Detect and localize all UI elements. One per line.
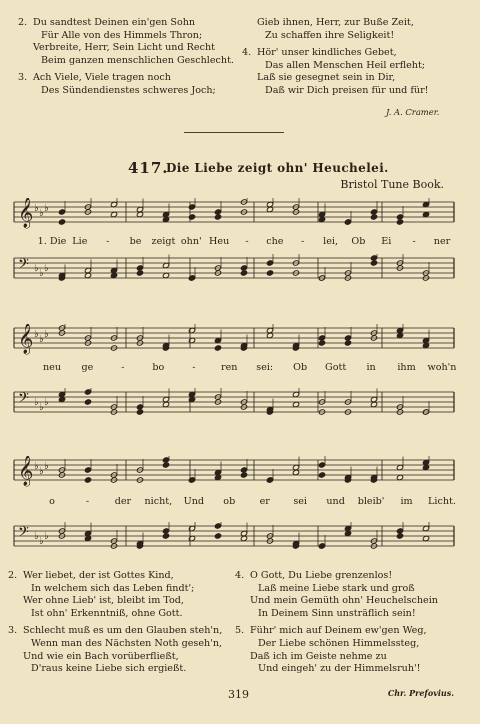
hymn-number: 417. xyxy=(128,159,169,177)
top-left-verses xyxy=(18,17,233,103)
svg-text:𝄞: 𝄞 xyxy=(18,324,34,354)
lyrics-line-2 xyxy=(12,362,456,376)
top-author: J. A. Cramer. xyxy=(386,107,440,117)
stanza-number: 2. xyxy=(18,17,28,28)
lyric-syllable: ner xyxy=(433,236,451,247)
lyric-syllable: ihm xyxy=(397,362,416,373)
lyric-syllable: Gott xyxy=(325,362,347,373)
top-right-verses xyxy=(242,17,467,103)
lyric-syllable: - xyxy=(301,236,305,247)
verse-line: Beim ganzen menschlichen Geschlecht. xyxy=(41,54,234,66)
stanza xyxy=(242,47,467,97)
svg-text:𝄢: 𝄢 xyxy=(18,524,29,544)
svg-text:♭: ♭ xyxy=(39,402,44,413)
stanza xyxy=(235,570,470,620)
lyric-syllable: ren xyxy=(221,362,238,373)
lyric-syllable: und xyxy=(326,496,345,507)
svg-text:♭: ♭ xyxy=(44,531,49,542)
lyric-syllable: - xyxy=(106,236,110,247)
tune-source: Bristol Tune Book. xyxy=(340,178,444,191)
verse-line: Schlecht muß es um den Glauben steh'n, xyxy=(23,625,223,637)
verse-line: Wer ohne Lieb' ist, bleibt im Tod, xyxy=(23,595,184,607)
lyric-syllable: er xyxy=(259,496,270,507)
lyric-syllable: - xyxy=(192,362,196,373)
treble-staff xyxy=(12,198,456,230)
lyric-syllable: woh'n xyxy=(427,362,457,373)
treble-staff xyxy=(12,324,456,356)
lyric-syllable: Und xyxy=(183,496,205,507)
svg-text:♭: ♭ xyxy=(39,268,44,279)
music-system-3 xyxy=(12,452,456,564)
stanza-number: 4. xyxy=(242,47,252,59)
verse-line: Wenn man des Nächsten Noth geseh'n, xyxy=(31,637,223,649)
verse-line: Und eingeh' zu der Himmelsruh'! xyxy=(258,663,421,675)
verse-line: Hör' unser kindliches Gebet, xyxy=(257,47,397,59)
svg-text:𝄢: 𝄢 xyxy=(18,390,29,410)
bottom-right-verses xyxy=(235,570,470,681)
svg-text:♭: ♭ xyxy=(39,466,44,477)
stanza xyxy=(18,72,233,97)
stanza-number: 3. xyxy=(18,72,28,84)
verse-line: Daß wir Dich preisen für und für! xyxy=(265,84,429,96)
lyric-syllable: nicht, xyxy=(144,496,173,507)
svg-text:♭: ♭ xyxy=(44,461,49,472)
lyric-syllable: ob xyxy=(223,496,236,507)
lyric-syllable: che xyxy=(266,236,284,247)
verse-line: Der Liebe schönen Himmelssteg, xyxy=(258,637,420,649)
verse-line: Und mein Gemüth ohn' Heuchelschein xyxy=(250,595,438,607)
lyric-syllable: Ob xyxy=(293,362,308,373)
verse-line: In welchem sich das Leben findt'; xyxy=(31,582,195,594)
verse-line: O Gott, Du Liebe grenzenlos! xyxy=(250,570,393,581)
svg-text:♭: ♭ xyxy=(44,263,49,274)
svg-text:𝄞: 𝄞 xyxy=(18,198,34,228)
lyric-syllable: 1. Die xyxy=(37,236,67,247)
treble-staff xyxy=(12,456,456,488)
lyric-syllable: - xyxy=(412,236,416,247)
svg-text:♭: ♭ xyxy=(34,397,39,408)
lyrics-line-1 xyxy=(12,236,456,250)
verse-line: Das allen Menschen Heil erfleht; xyxy=(265,59,426,71)
stanza-number: 3. xyxy=(8,625,18,637)
verse-line: Laß sie gesegnet sein in Dir, xyxy=(257,72,396,84)
svg-text:♭: ♭ xyxy=(39,536,44,547)
lyric-syllable: neu xyxy=(42,362,62,373)
bass-staff xyxy=(12,522,456,554)
verse-line: Führ' mich auf Deinem ew'gen Weg, xyxy=(250,625,427,637)
lyric-syllable: Heu xyxy=(209,236,230,247)
verse-line: In Deinem Sinn unsträflich sein! xyxy=(258,607,416,619)
verse-line: D'raus keine Liebe sich ergießt. xyxy=(31,663,187,675)
stanza-number: 4. xyxy=(235,570,245,581)
verse-line: Laß meine Liebe stark und groß xyxy=(258,582,415,594)
svg-text:♭: ♭ xyxy=(34,263,39,274)
lyric-syllable: bleib' xyxy=(357,496,385,507)
lyric-syllable: sei xyxy=(293,496,308,507)
svg-text:𝄢: 𝄢 xyxy=(18,256,29,276)
music-system-1 xyxy=(12,196,456,306)
bass-staff xyxy=(12,388,456,420)
lyric-syllable: der xyxy=(114,496,132,507)
verse-line: Wer liebet, der ist Gottes Kind, xyxy=(23,570,174,581)
stanza xyxy=(8,570,233,620)
stanza-number: 2. xyxy=(8,570,18,581)
music-system-2 xyxy=(12,318,456,438)
verse-line: Du sandtest Deinen ein'gen Sohn xyxy=(33,17,196,28)
lyric-syllable: im xyxy=(400,496,413,507)
lyric-syllable: - xyxy=(121,362,125,373)
svg-text:♭: ♭ xyxy=(44,397,49,408)
lyric-syllable: lei, xyxy=(323,236,338,247)
lyric-syllable: o xyxy=(49,496,55,507)
verse-line: Zu schaffen ihre Seligkeit! xyxy=(265,29,395,41)
lyric-syllable: ge xyxy=(81,362,94,373)
svg-text:♭: ♭ xyxy=(44,329,49,340)
verse-line: Für Alle von des Himmels Thron; xyxy=(41,29,203,41)
lyric-syllable: be xyxy=(129,236,142,247)
lyric-syllable: Licht. xyxy=(428,496,456,507)
svg-text:♭: ♭ xyxy=(44,203,49,214)
verse-line: Gieb ihnen, Herr, zur Buße Zeit, xyxy=(257,17,414,28)
verse-line: Und wie ein Bach vorüberfließt, xyxy=(23,650,179,662)
lyric-syllable: in xyxy=(366,362,376,373)
lyric-syllable: ohn' xyxy=(180,236,202,247)
lyric-syllable: bo xyxy=(152,362,165,373)
lyrics-line-3 xyxy=(12,496,456,510)
verse-line: Daß ich im Geiste nehme zu xyxy=(250,650,387,662)
svg-text:♭: ♭ xyxy=(34,531,39,542)
svg-text:♭: ♭ xyxy=(34,461,39,472)
bottom-left-verses xyxy=(8,570,233,681)
lyric-syllable: Ob xyxy=(351,236,366,247)
verse-line: Des Sündendienstes schweres Joch; xyxy=(41,84,216,96)
svg-text:♭: ♭ xyxy=(39,208,44,219)
verse-line: Verbreite, Herr, Sein Licht und Recht xyxy=(33,42,215,54)
stanza xyxy=(8,625,233,675)
lyric-syllable: Ei xyxy=(381,236,392,247)
bottom-author: Chr. Prefovius. xyxy=(387,688,454,698)
divider-rule xyxy=(184,132,284,133)
lyric-syllable: sei: xyxy=(256,362,274,373)
hymn-title: Die Liebe zeigt ohn' Heuchelei. xyxy=(166,161,389,175)
verse-line: Ist ohn' Erkenntniß, ohne Gott. xyxy=(31,607,183,619)
svg-text:♭: ♭ xyxy=(34,203,39,214)
lyric-syllable: - xyxy=(245,236,249,247)
stanza xyxy=(18,17,233,67)
page-number: 319 xyxy=(228,688,249,701)
svg-text:♭: ♭ xyxy=(39,334,44,345)
lyric-syllable: - xyxy=(85,496,90,507)
svg-text:♭: ♭ xyxy=(34,329,39,340)
svg-text:𝄞: 𝄞 xyxy=(18,456,34,486)
verse-line: Ach Viele, Viele tragen noch xyxy=(33,72,171,84)
stanza xyxy=(235,625,470,675)
lyric-syllable: zeigt xyxy=(151,236,176,247)
bass-staff xyxy=(12,254,456,286)
stanza-number: 5. xyxy=(235,625,245,637)
lyric-syllable: Lie xyxy=(72,236,88,247)
stanza xyxy=(242,17,467,42)
